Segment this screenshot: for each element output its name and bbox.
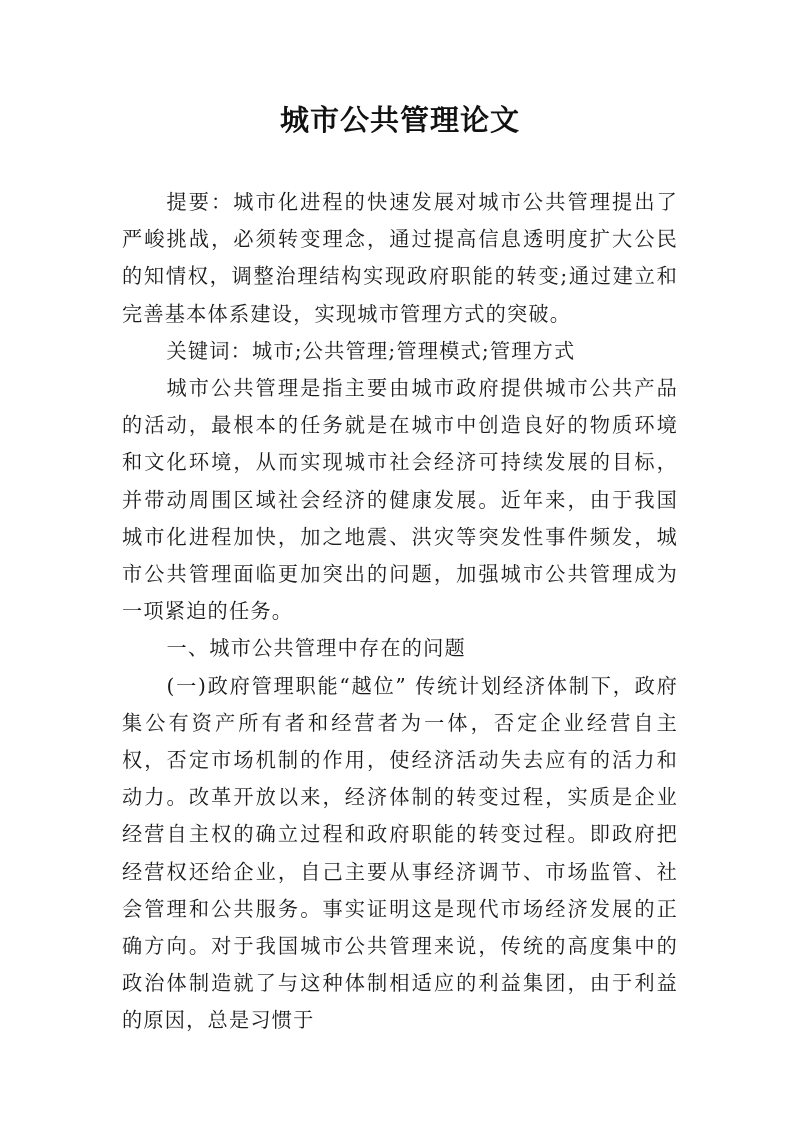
abstract-paragraph: 提要：城市化进程的快速发展对城市公共管理提出了严峻挑战，必须转变理念，通过提高信息透明度扩大公民的知情权，调整治理结构实现政府职能的转变;通过建立和完善基本体系建设，实现城市管理方式的突破。 — [122, 190, 678, 326]
subsection-paragraph: (一)政府管理职能“越位” 传统计划经济体制下，政府集公有资产所有者和经营者为一体，否定企业经营自主权，否定市场机制的作用，使经济活动失去应有的活力和动力。改革开放以来，经济体制的转变过程，实质是企业经营自主权的确立过程和政府职能的转变过程。即政府把经营权还给企业，自己主要从事经济调节、市场监管、社会管理和公共服务。事实证明这是现代市场经济发展的正确方向。对于我国城市公共管理来说，传统的高度集中的政治体制造就了与这种体制相适应的利益集团，由于利益的原因，总是习惯于 — [122, 673, 678, 1033]
keywords-paragraph: 关键词：城市;公共管理;管理模式;管理方式 — [166, 338, 576, 363]
document-body — [122, 184, 678, 1040]
section-heading: 一、城市公共管理中存在的问题 — [166, 636, 466, 661]
intro-paragraph: 城市公共管理是指主要由城市政府提供城市公共产品的活动，最根本的任务就是在城市中创造良好的物质环境和文化环境，从而实现城市社会经济可持续发展的目标，并带动周围区域社会经济的健康发展。近年来，由于我国城市化进程加快，加之地震、洪灾等突发性事件频发，城市公共管理面临更加突出的问题，加强城市公共管理成为一项紧迫的任务。 — [122, 376, 678, 624]
document-title: 城市公共管理论文 — [279, 103, 520, 137]
